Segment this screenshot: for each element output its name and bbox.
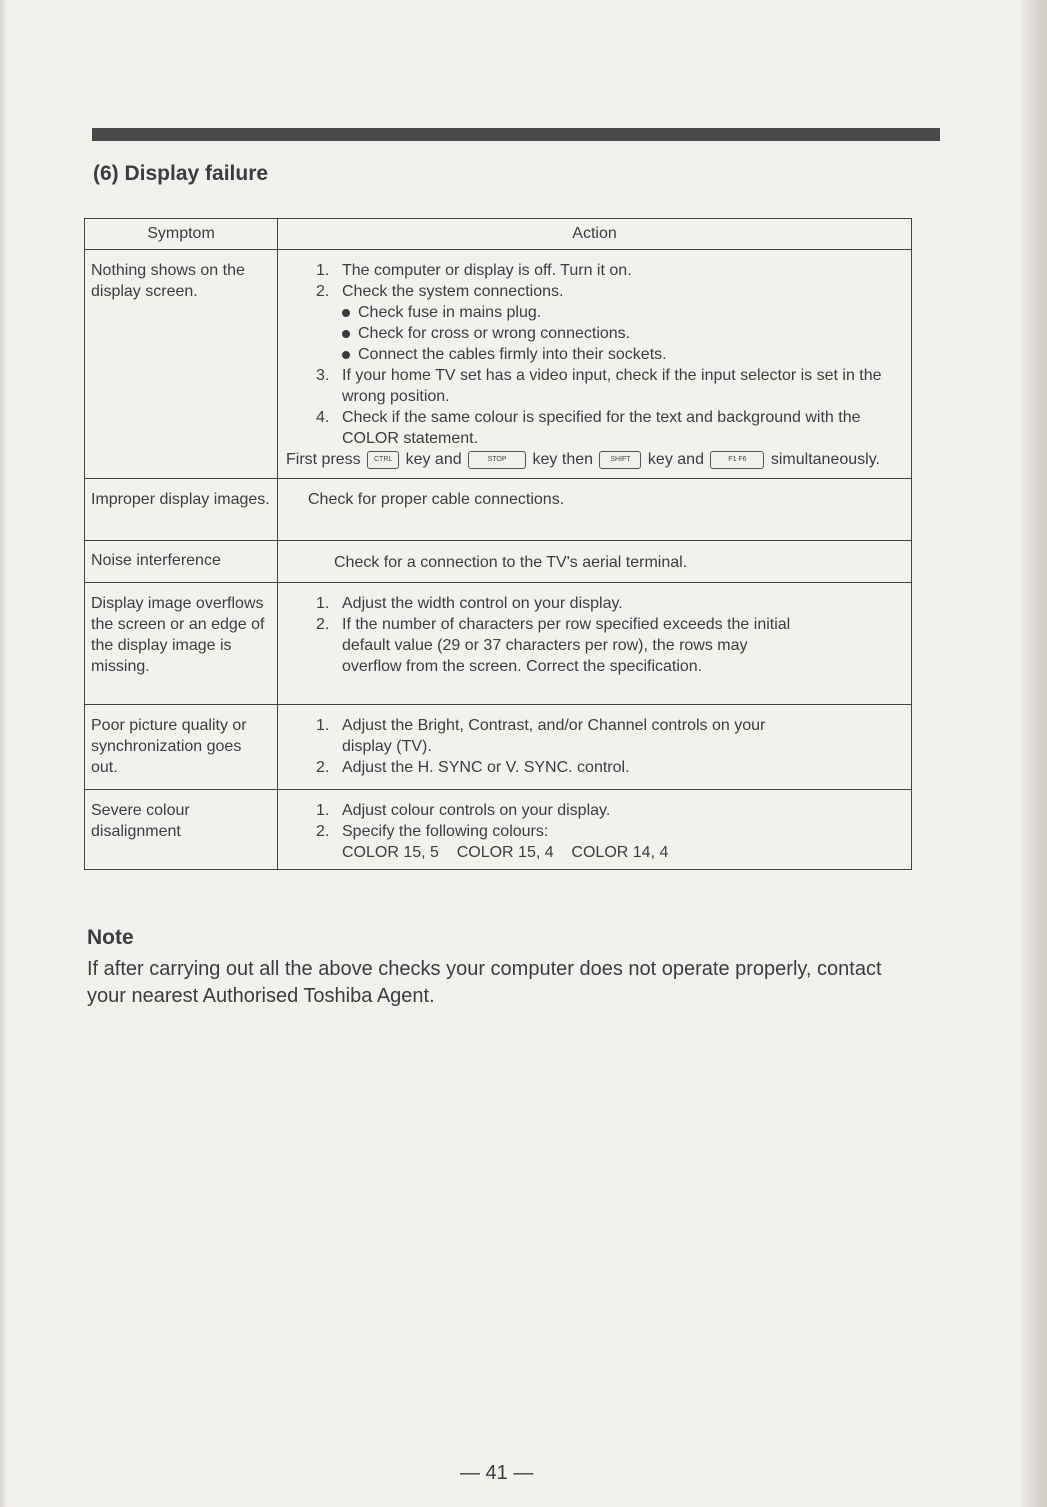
symptom-header: Symptom (85, 219, 278, 250)
step-text: Adjust the width control on your display. (342, 595, 623, 613)
step-text: The computer or display is off. Turn it on. (342, 262, 632, 280)
keyline-text: key and (647, 451, 704, 469)
table-header-row (85, 219, 912, 250)
step-number: 1. (316, 595, 330, 613)
list-item (286, 715, 903, 757)
step-number: 2. (316, 283, 330, 301)
action-cell (278, 789, 912, 869)
action-steps (286, 715, 903, 778)
note-text: If after carrying out all the above checks your computer does not operate properly, contact your nearest Authorised Toshiba Agent. (87, 958, 882, 1007)
list-item (286, 281, 903, 302)
stop-key-icon: STOP (468, 451, 526, 469)
step-text: Check if the same colour is specified for the text and background with the COLOR statement. (342, 409, 861, 448)
table-row (85, 478, 912, 540)
step-text: Adjust colour controls on your display. (342, 801, 611, 819)
keyline-text: key and (405, 451, 462, 469)
step-text: If the number of characters per row specified exceeds the initial default value (29 or 37 characters per row), the rows may overflow from the screen. Correct the specification. (342, 616, 791, 676)
list-item (286, 800, 903, 821)
step-number: 1. (316, 717, 330, 735)
step-number: 2. (316, 759, 330, 777)
table-row (85, 705, 912, 789)
action-steps (286, 365, 903, 449)
ctrl-key-icon: CTRL (367, 451, 399, 469)
step-number: 2. (316, 616, 330, 634)
list-item (286, 821, 903, 842)
list-item (286, 302, 903, 323)
bullet-icon (342, 351, 350, 359)
action-cell (278, 705, 912, 789)
list-item (286, 407, 903, 449)
step-number: 3. (316, 367, 330, 385)
table-row (85, 789, 912, 869)
list-item (286, 260, 903, 281)
bullet-text: Check for cross or wrong connections. (358, 325, 631, 343)
section-title: (6) Display failure (93, 162, 269, 185)
action-header: Action (278, 219, 912, 250)
list-item (286, 344, 903, 365)
colour-settings: COLOR 15, 5 COLOR 15, 4 COLOR 14, 4 (342, 843, 669, 861)
action-steps (286, 260, 903, 302)
step-text: Check the system connections. (342, 283, 564, 301)
step-number: 1. (316, 262, 330, 280)
list-item (286, 365, 903, 407)
page-right-edge (1021, 0, 1047, 1507)
symptom-cell: Nothing shows on the display screen. (85, 250, 278, 479)
step-number: 1. (316, 801, 330, 819)
step-number: 4. (316, 409, 330, 427)
bullet-icon (342, 330, 350, 338)
list-item (286, 593, 903, 614)
table-row (85, 540, 912, 582)
symptom-cell: Noise interference (85, 540, 278, 582)
action-cell: Check for a connection to the TV's aerial terminal. (278, 540, 912, 582)
bullet-icon (342, 309, 350, 317)
keyline-text: key then (532, 451, 594, 469)
key-combination-line (286, 449, 903, 470)
page-left-shadow (0, 0, 8, 1507)
check-bullets (286, 302, 903, 365)
table-row (85, 583, 912, 705)
bullet-text: Connect the cables firmly into their sockets. (358, 346, 667, 364)
step-text: Adjust the H. SYNC or V. SYNC. control. (342, 759, 630, 777)
symptom-cell: Poor picture quality or synchronization goes out. (85, 705, 278, 789)
list-item (286, 323, 903, 344)
symptom-cell: Improper display images. (85, 478, 278, 540)
list-item (286, 614, 903, 677)
note-title: Note (87, 926, 134, 949)
symptom-cell: Display image overflows the screen or an edge of the display image is missing. (85, 583, 278, 705)
shift-key-icon: SHIFT (599, 451, 641, 469)
action-steps (286, 593, 903, 677)
bullet-text: Check fuse in mains plug. (358, 304, 542, 322)
step-number: 2. (316, 822, 330, 840)
header-bar (92, 128, 940, 141)
step-text: Specify the following colours: (342, 822, 549, 840)
action-cell: Check for proper cable connections. (278, 478, 912, 540)
f1-f6-key-icon: F1 F6 (710, 451, 764, 469)
action-steps (286, 800, 903, 842)
table-row (85, 250, 912, 479)
step-text: Adjust the Bright, Contrast, and/or Channel controls on your display (TV). (342, 717, 766, 756)
display-failure-table (84, 218, 912, 870)
symptom-cell: Severe colour disalignment (85, 789, 278, 869)
list-item (286, 757, 903, 778)
action-cell (278, 583, 912, 705)
action-cell (278, 250, 912, 479)
step-text: If your home TV set has a video input, check if the input selector is set in the wrong position. (342, 367, 882, 406)
page-number: — 41 — (460, 1462, 534, 1484)
keyline-text: First press (286, 451, 361, 469)
keyline-text: simultaneously. (770, 451, 880, 469)
